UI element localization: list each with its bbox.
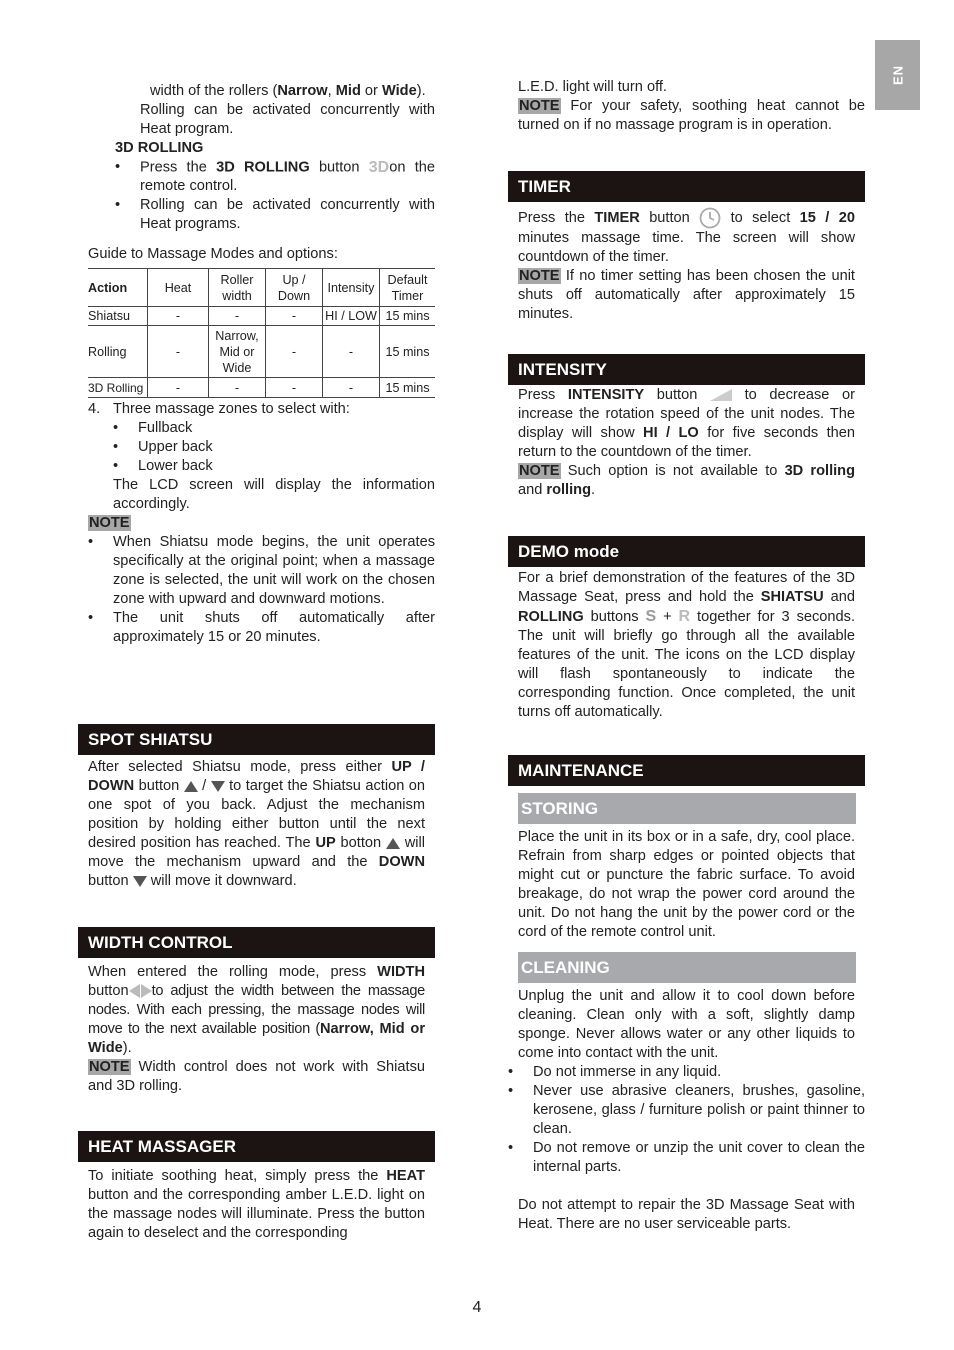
list-item: • Do not immerse in any liquid. xyxy=(508,1063,865,1082)
text: button xyxy=(309,159,369,176)
text: button xyxy=(644,387,710,403)
text: button xyxy=(639,209,700,226)
text: + xyxy=(656,609,679,625)
notes-list xyxy=(88,533,435,647)
subsection-title-storing: STORING xyxy=(518,793,856,824)
text: When entered the rolling mode, press xyxy=(88,964,378,980)
table-cell: - xyxy=(266,378,323,398)
repair-text: Do not attempt to repair the 3D Massage Seat with Heat. There are no user serviceable parts. xyxy=(518,1197,855,1232)
spot-shiatsu-section xyxy=(78,724,435,891)
language-tab xyxy=(875,40,920,110)
text: button xyxy=(134,778,184,794)
table-cell: Narrow, Mid or Wide xyxy=(209,326,266,378)
text: ). xyxy=(416,83,426,99)
text: . xyxy=(591,482,596,498)
language-label: EN xyxy=(890,64,905,86)
note-label: NOTE xyxy=(519,463,560,479)
rolling-concurrent-text: Rolling can be activated concurrently with Heat program. xyxy=(140,102,435,137)
list-item xyxy=(115,158,435,196)
list-item: • When Shiatsu mode begins, the unit operates specifically at the original point; when a massage zone is selected, the unit will work on the chosen zone with upward and downward motions. xyxy=(88,533,435,609)
clock-icon xyxy=(699,207,721,229)
table-cell: - xyxy=(209,307,266,326)
text: , xyxy=(327,83,336,99)
table-cell: - xyxy=(323,326,380,378)
table-cell: - xyxy=(266,326,323,378)
list-item: • Lower back xyxy=(113,457,435,476)
text: will move the mechanism upward and the xyxy=(88,835,425,870)
text: INTENSITY xyxy=(567,387,645,403)
text: ). xyxy=(122,1040,132,1056)
heat-massager-section xyxy=(78,1131,435,1243)
width-control-text xyxy=(78,963,435,1058)
down-arrow-icon xyxy=(133,876,147,887)
timer-section xyxy=(508,171,865,324)
text: HI / LO xyxy=(643,425,699,441)
shiatsu-icon: S xyxy=(645,608,657,625)
text: To initiate soothing heat, simply press the xyxy=(88,1168,387,1184)
page-number: 4 xyxy=(472,1299,482,1316)
section-title: TIMER xyxy=(508,171,865,202)
text: will move it downward. xyxy=(146,873,297,889)
timer-note xyxy=(508,267,865,324)
right-column xyxy=(518,78,865,1232)
text: rolling xyxy=(546,482,591,498)
text: After selected Shiatsu mode, press either xyxy=(88,759,392,775)
text: Such option is not available to xyxy=(560,463,785,479)
timer-text xyxy=(508,207,865,267)
text: 3D ROLLING xyxy=(216,159,310,176)
text: on the remote control. xyxy=(140,159,436,195)
down-arrow-icon xyxy=(211,781,225,792)
up-arrow-icon xyxy=(184,781,198,792)
table-row xyxy=(88,307,435,326)
intensity-section xyxy=(508,354,865,500)
section-title: INTENSITY xyxy=(508,354,865,385)
text: TIMER xyxy=(594,209,640,226)
text: / xyxy=(197,778,211,794)
cleaning-text: Unplug the unit and allow it to cool down before cleaning. Clean only with a soft, slightly damp sponge. Never allows water or any other liquids to come into contact with the unit. xyxy=(518,988,855,1061)
text: buttons xyxy=(583,609,646,625)
table-cell: Rolling xyxy=(88,344,127,359)
table-header: Action xyxy=(88,280,128,295)
rolling-3d-list xyxy=(115,158,435,234)
roller-width-text xyxy=(88,82,435,139)
section-title: SPOT SHIATSU xyxy=(78,724,435,755)
text: Press the xyxy=(518,209,595,226)
section-title: MAINTENANCE xyxy=(508,755,865,786)
note-label: NOTE xyxy=(89,515,130,532)
section-title: WIDTH CONTROL xyxy=(78,927,435,958)
text: UP / DOWN xyxy=(88,759,425,794)
narrow-option: Narrow xyxy=(277,83,328,99)
massage-zones xyxy=(88,400,435,514)
text: ROLLING xyxy=(518,609,584,625)
table-cell: 15 mins xyxy=(380,326,436,378)
table-cell: - xyxy=(266,307,323,326)
section-title: DEMO mode xyxy=(508,536,865,567)
list-item: • The unit shuts off automatically after approximately 15 or 20 minutes. xyxy=(88,609,435,647)
zones-intro: Three massage zones to select with: xyxy=(113,401,350,418)
text: button and the corresponding amber L.E.D. light on the massage nodes will illuminate. Press the button again to deselect and the corresponding xyxy=(88,1187,425,1241)
list-number: 4. xyxy=(88,401,101,418)
up-arrow-icon xyxy=(386,838,400,849)
table-header: Intensity xyxy=(323,269,380,307)
text: to select xyxy=(721,209,800,226)
table-cell: HI / LOW xyxy=(323,307,380,326)
table-header-row xyxy=(88,269,435,307)
note-label: NOTE xyxy=(519,98,560,114)
text: If no timer setting has been chosen the unit shuts off automatically after approximately 15 minutes. xyxy=(518,268,855,322)
intensity-note xyxy=(508,462,865,500)
spot-shiatsu-text xyxy=(78,758,435,891)
text: Narrow, Mid or Wide xyxy=(88,1021,426,1056)
mid-option: Mid xyxy=(335,83,361,99)
text: button xyxy=(88,873,133,889)
table-header: Default Timer xyxy=(380,269,436,307)
text: or xyxy=(360,83,378,99)
text: For a brief demonstration of the features of the 3D Massage Seat, press and hold the xyxy=(518,570,855,605)
rolling-3d-block xyxy=(88,139,435,234)
text: Width control does not work with Shiatsu and 3D rolling. xyxy=(88,1059,425,1094)
text: to decrease or increase the rotation speed of the unit nodes. The display will show xyxy=(518,387,855,441)
massage-modes-table xyxy=(88,268,435,398)
text: together for 3 seconds. The unit will briefly go through all the available features of the unit. The icons on the LCD display will flash spontaneously to indicate the corresponding function. Once completed, the unit turns off automatically. xyxy=(518,609,856,720)
3d-icon: 3D xyxy=(368,159,390,176)
text: SHIATSU xyxy=(760,589,824,605)
text: WIDTH xyxy=(377,964,425,980)
zones-list xyxy=(113,419,435,476)
subsection-title-cleaning: CLEANING xyxy=(518,952,856,983)
text: for five seconds then return to the countdown of the timer. xyxy=(518,425,855,460)
list-item: • Do not remove or unzip the unit cover to clean the internal parts. xyxy=(508,1139,865,1177)
text: Press the xyxy=(140,159,217,176)
width-control-note xyxy=(78,1058,435,1096)
text: and xyxy=(518,482,547,498)
text: HEAT xyxy=(386,1168,425,1184)
heat-continued-text: L.E.D. light will turn off. xyxy=(518,79,667,95)
table-row xyxy=(88,326,435,378)
text: minutes massage time. The screen will show countdown of the timer. xyxy=(518,230,855,265)
text: to adjust the width between the massage nodes. With each pressing, the massage nodes will move to the next available position ( xyxy=(88,983,425,1037)
storing-text: Place the unit in its box or in a safe, dry, cool place. Refrain from sharp edges or pointed objects that might cut or puncture the fabric surface. To avoid breakage, do not wrap the power cord around the unit. Do not hang the unit by the power cord or the cord of the remote control unit. xyxy=(518,829,855,940)
table-header: Up / Down xyxy=(266,269,323,307)
text: and xyxy=(823,589,855,605)
table-cell: - xyxy=(323,378,380,398)
zones-after-text: The LCD screen will display the information accordingly. xyxy=(113,477,435,513)
guide-title: Guide to Massage Modes and options: xyxy=(88,246,338,263)
list-item: • Never use abrasive cleaners, brushes, gasoline, kerosene, glass / furniture polish or paint thinner to clean. xyxy=(508,1082,865,1139)
text: UP xyxy=(315,835,336,851)
maintenance-section xyxy=(508,755,865,1234)
heat-massager-text xyxy=(78,1167,435,1243)
table-header: Heat xyxy=(148,269,209,307)
list-item: • Fullback xyxy=(113,419,435,438)
rolling-icon: R xyxy=(678,608,691,625)
demo-section xyxy=(508,536,865,722)
cleaning-list xyxy=(508,1063,865,1177)
section-title: HEAT MASSAGER xyxy=(78,1131,435,1162)
left-arrow-icon xyxy=(129,984,140,998)
table-cell: - xyxy=(148,378,209,398)
text: Press xyxy=(518,387,568,403)
list-item: • Upper back xyxy=(113,438,435,457)
table-header: Roller width xyxy=(209,269,266,307)
note-label: NOTE xyxy=(89,1059,130,1075)
table-cell: 3D Rolling xyxy=(88,380,144,395)
wide-option: Wide xyxy=(381,83,417,99)
table-cell: 15 mins xyxy=(380,307,436,326)
table-row xyxy=(88,378,435,398)
right-arrow-icon xyxy=(140,984,152,998)
table-cell: 15 mins xyxy=(380,378,436,398)
table-cell: - xyxy=(148,326,209,378)
text: DOWN xyxy=(378,854,425,870)
text: For your safety, soothing heat cannot be turned on if no massage program is in operation. xyxy=(518,98,865,133)
intensity-text xyxy=(508,386,865,462)
table-cell: - xyxy=(209,378,266,398)
text: 3D rolling xyxy=(784,463,856,479)
text: width of the rollers ( xyxy=(150,83,278,99)
table-cell: - xyxy=(148,307,209,326)
text: button xyxy=(88,983,129,999)
text: to target the Shiatsu action on one spot of you back. Adjust the mechanism position by holding either button until the next desired position has reached. The xyxy=(88,778,425,851)
text: botton xyxy=(335,835,386,851)
intensity-icon xyxy=(710,389,732,401)
left-column xyxy=(88,82,436,1241)
rolling-3d-title: 3D ROLLING xyxy=(115,140,204,156)
heat-note xyxy=(518,97,865,135)
text: 15 / 20 xyxy=(799,209,855,226)
note-label: NOTE xyxy=(519,268,560,284)
width-control-section xyxy=(78,927,435,1096)
table-cell: Shiatsu xyxy=(88,309,131,324)
list-item: • Rolling can be activated concurrently with Heat programs. xyxy=(115,196,435,234)
demo-text xyxy=(508,569,865,722)
